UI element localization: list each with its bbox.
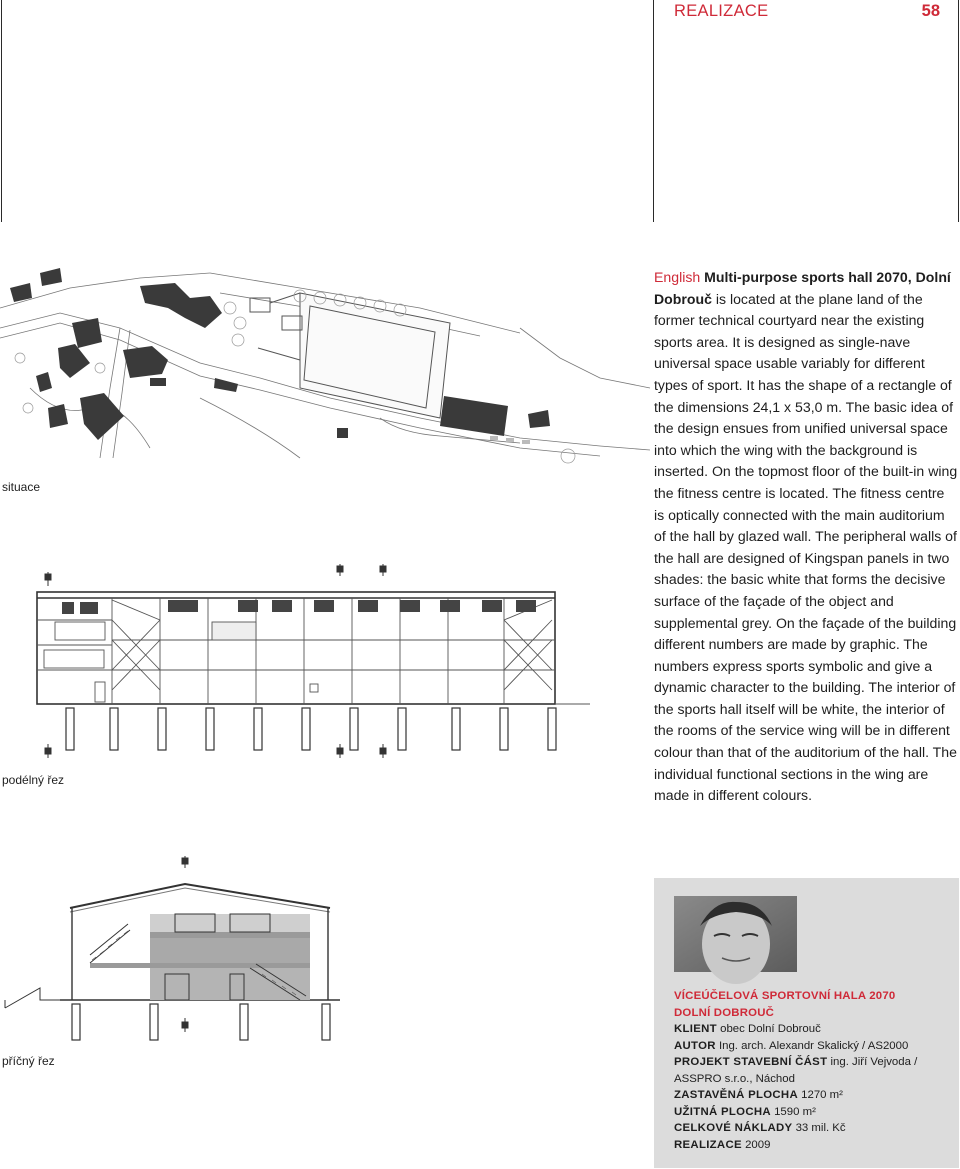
- page-number: 58: [921, 2, 940, 20]
- built-area-label: ZASTAVĚNÁ PLOCHA: [674, 1089, 798, 1101]
- client-label: KLIENT: [674, 1023, 717, 1035]
- article-title: Multi-purpose sports hall 2070,: [704, 269, 912, 285]
- article-body: is located at the plane land of the former technical courtyard near the existing sports area. It is designed as single-nave universal space usable variably for different types of sport. It has the shape of a rectangle of the dimensions 24,1 x 53,0 m. The basic idea of the design ensues from unified universal space into which the wing with the background is inserted. On the topmost floor of the built-in wing the fitness centre is located. The fitness centre is optically connected with the main auditorium of the hall by glazed wall. The peripheral walls of the hall are designed of Kingspan panels in two shades: the basic white that forms the decisive surface of the façade of the object and supplemental grey. On the façade of the building different numbers are made by graphic. The numbers express sports symbolic and give a dynamic character to the building. The interior of the sports hall itself will be white, the interior of the rooms of the service wing will be in different colour than that of the auditorium of the hall. The individual functional sections in the wing are made in different colours.: [654, 290, 958, 804]
- right-frame-line: [958, 0, 959, 222]
- left-frame-line: [1, 0, 2, 222]
- client-value: obec Dolní Dobrouč: [720, 1023, 821, 1035]
- usable-area-label: UŽITNÁ PLOCHA: [674, 1105, 771, 1118]
- project-row: [674, 1054, 944, 1087]
- article-text: [654, 267, 958, 807]
- cross-section-drawing: [0, 850, 650, 1050]
- project-info: [674, 988, 944, 1153]
- site-plan-drawing: [0, 268, 650, 468]
- realization-label: REALIZACE: [674, 1138, 742, 1151]
- language-label: English: [654, 269, 701, 285]
- site-plan-caption: situace: [2, 480, 41, 494]
- longitudinal-section-drawing: [0, 560, 650, 760]
- usable-area-value: 1590 m²: [774, 1105, 816, 1118]
- author-row: [674, 1038, 944, 1055]
- client-row: [674, 1021, 944, 1038]
- architect-portrait: [674, 896, 797, 972]
- gutter-line: [653, 0, 654, 222]
- section-title: REALIZACE: [674, 2, 769, 20]
- author-value: Ing. arch. Alexandr Skalický / AS2000: [718, 1039, 909, 1052]
- cross-section-caption: příčný řez: [2, 1054, 55, 1068]
- project-label: PROJEKT STAVEBNÍ ČÁST: [674, 1056, 828, 1068]
- realization-value: 2009: [745, 1138, 771, 1151]
- article-paragraph: [654, 267, 958, 807]
- project-title-line2: DOLNÍ DOBROUČ: [674, 1006, 775, 1019]
- usable-area-row: [674, 1104, 944, 1121]
- long-section-caption: podélný řez: [2, 773, 65, 787]
- article-location: Dolní Dobrouč: [654, 269, 951, 307]
- built-area-value: 1270 m²: [801, 1089, 843, 1101]
- realization-row: [674, 1137, 944, 1154]
- project-value: ing. Jiří Vejvoda / ASSPRO s.r.o., Náchod: [674, 1056, 918, 1085]
- cost-label: CELKOVÉ NÁKLADY: [674, 1122, 793, 1134]
- cost-row: [674, 1120, 944, 1137]
- built-area-row: [674, 1087, 944, 1104]
- author-label: AUTOR: [674, 1039, 716, 1052]
- project-title-line1: VÍCEÚČELOVÁ SPORTOVNÍ HALA 2070: [674, 990, 896, 1002]
- cost-value: 33 mil. Kč: [795, 1122, 846, 1134]
